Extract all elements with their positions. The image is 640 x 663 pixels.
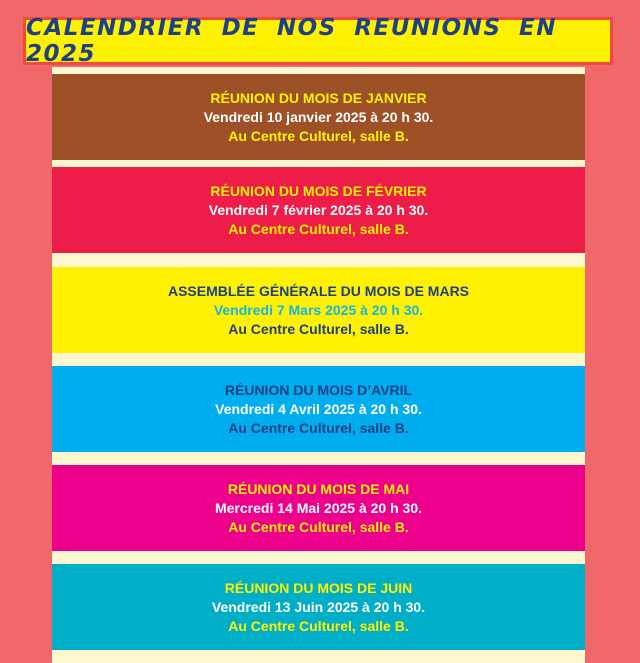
meeting-block-march: [52, 267, 585, 353]
meeting-date: Vendredi 4 Avril 2025 à 20 h 30.: [215, 400, 422, 417]
meeting-place: Au Centre Culturel, salle B.: [228, 220, 409, 237]
meeting-heading: ASSEMBLÉE GÉNÉRALE DU MOIS DE MARS: [167, 282, 470, 299]
meeting-place: Au Centre Culturel, salle B.: [228, 419, 409, 436]
meeting-heading: RÉUNION DU MOIS DE JUIN: [224, 579, 413, 596]
meeting-date: Vendredi 7 Mars 2025 à 20 h 30.: [213, 301, 424, 318]
meeting-block-february: [52, 167, 585, 253]
meeting-date: Vendredi 7 février 2025 à 20 h 30.: [208, 201, 429, 218]
meeting-block-june: [52, 564, 585, 650]
meeting-block-april: [52, 366, 585, 452]
meeting-place: Au Centre Culturel, salle B.: [228, 617, 409, 634]
meeting-place: Au Centre Culturel, salle B.: [228, 127, 409, 144]
calendar-title: CALENDRIER DE NOS REUNIONS EN 2025: [26, 15, 558, 67]
meeting-date: Mercredi 14 Mai 2025 à 20 h 30.: [214, 499, 422, 516]
meeting-date: Vendredi 13 Juin 2025 à 20 h 30.: [211, 598, 426, 615]
meeting-block-january: [52, 74, 585, 160]
meeting-heading: RÉUNION DU MOIS DE MAI: [227, 480, 410, 497]
meeting-date: Vendredi 10 janvier 2025 à 20 h 30.: [203, 108, 434, 125]
calendar-title-banner: [23, 17, 613, 65]
meeting-place: Au Centre Culturel, salle B.: [228, 518, 409, 535]
meeting-heading: RÉUNION DU MOIS DE JANVIER: [210, 89, 427, 106]
meeting-place: Au Centre Culturel, salle B.: [228, 320, 409, 337]
meeting-heading: RÉUNION DU MOIS DE FÉVRIER: [210, 182, 427, 199]
meeting-heading: RÉUNION DU MOIS D’AVRIL: [224, 381, 413, 398]
meeting-block-may: [52, 465, 585, 551]
